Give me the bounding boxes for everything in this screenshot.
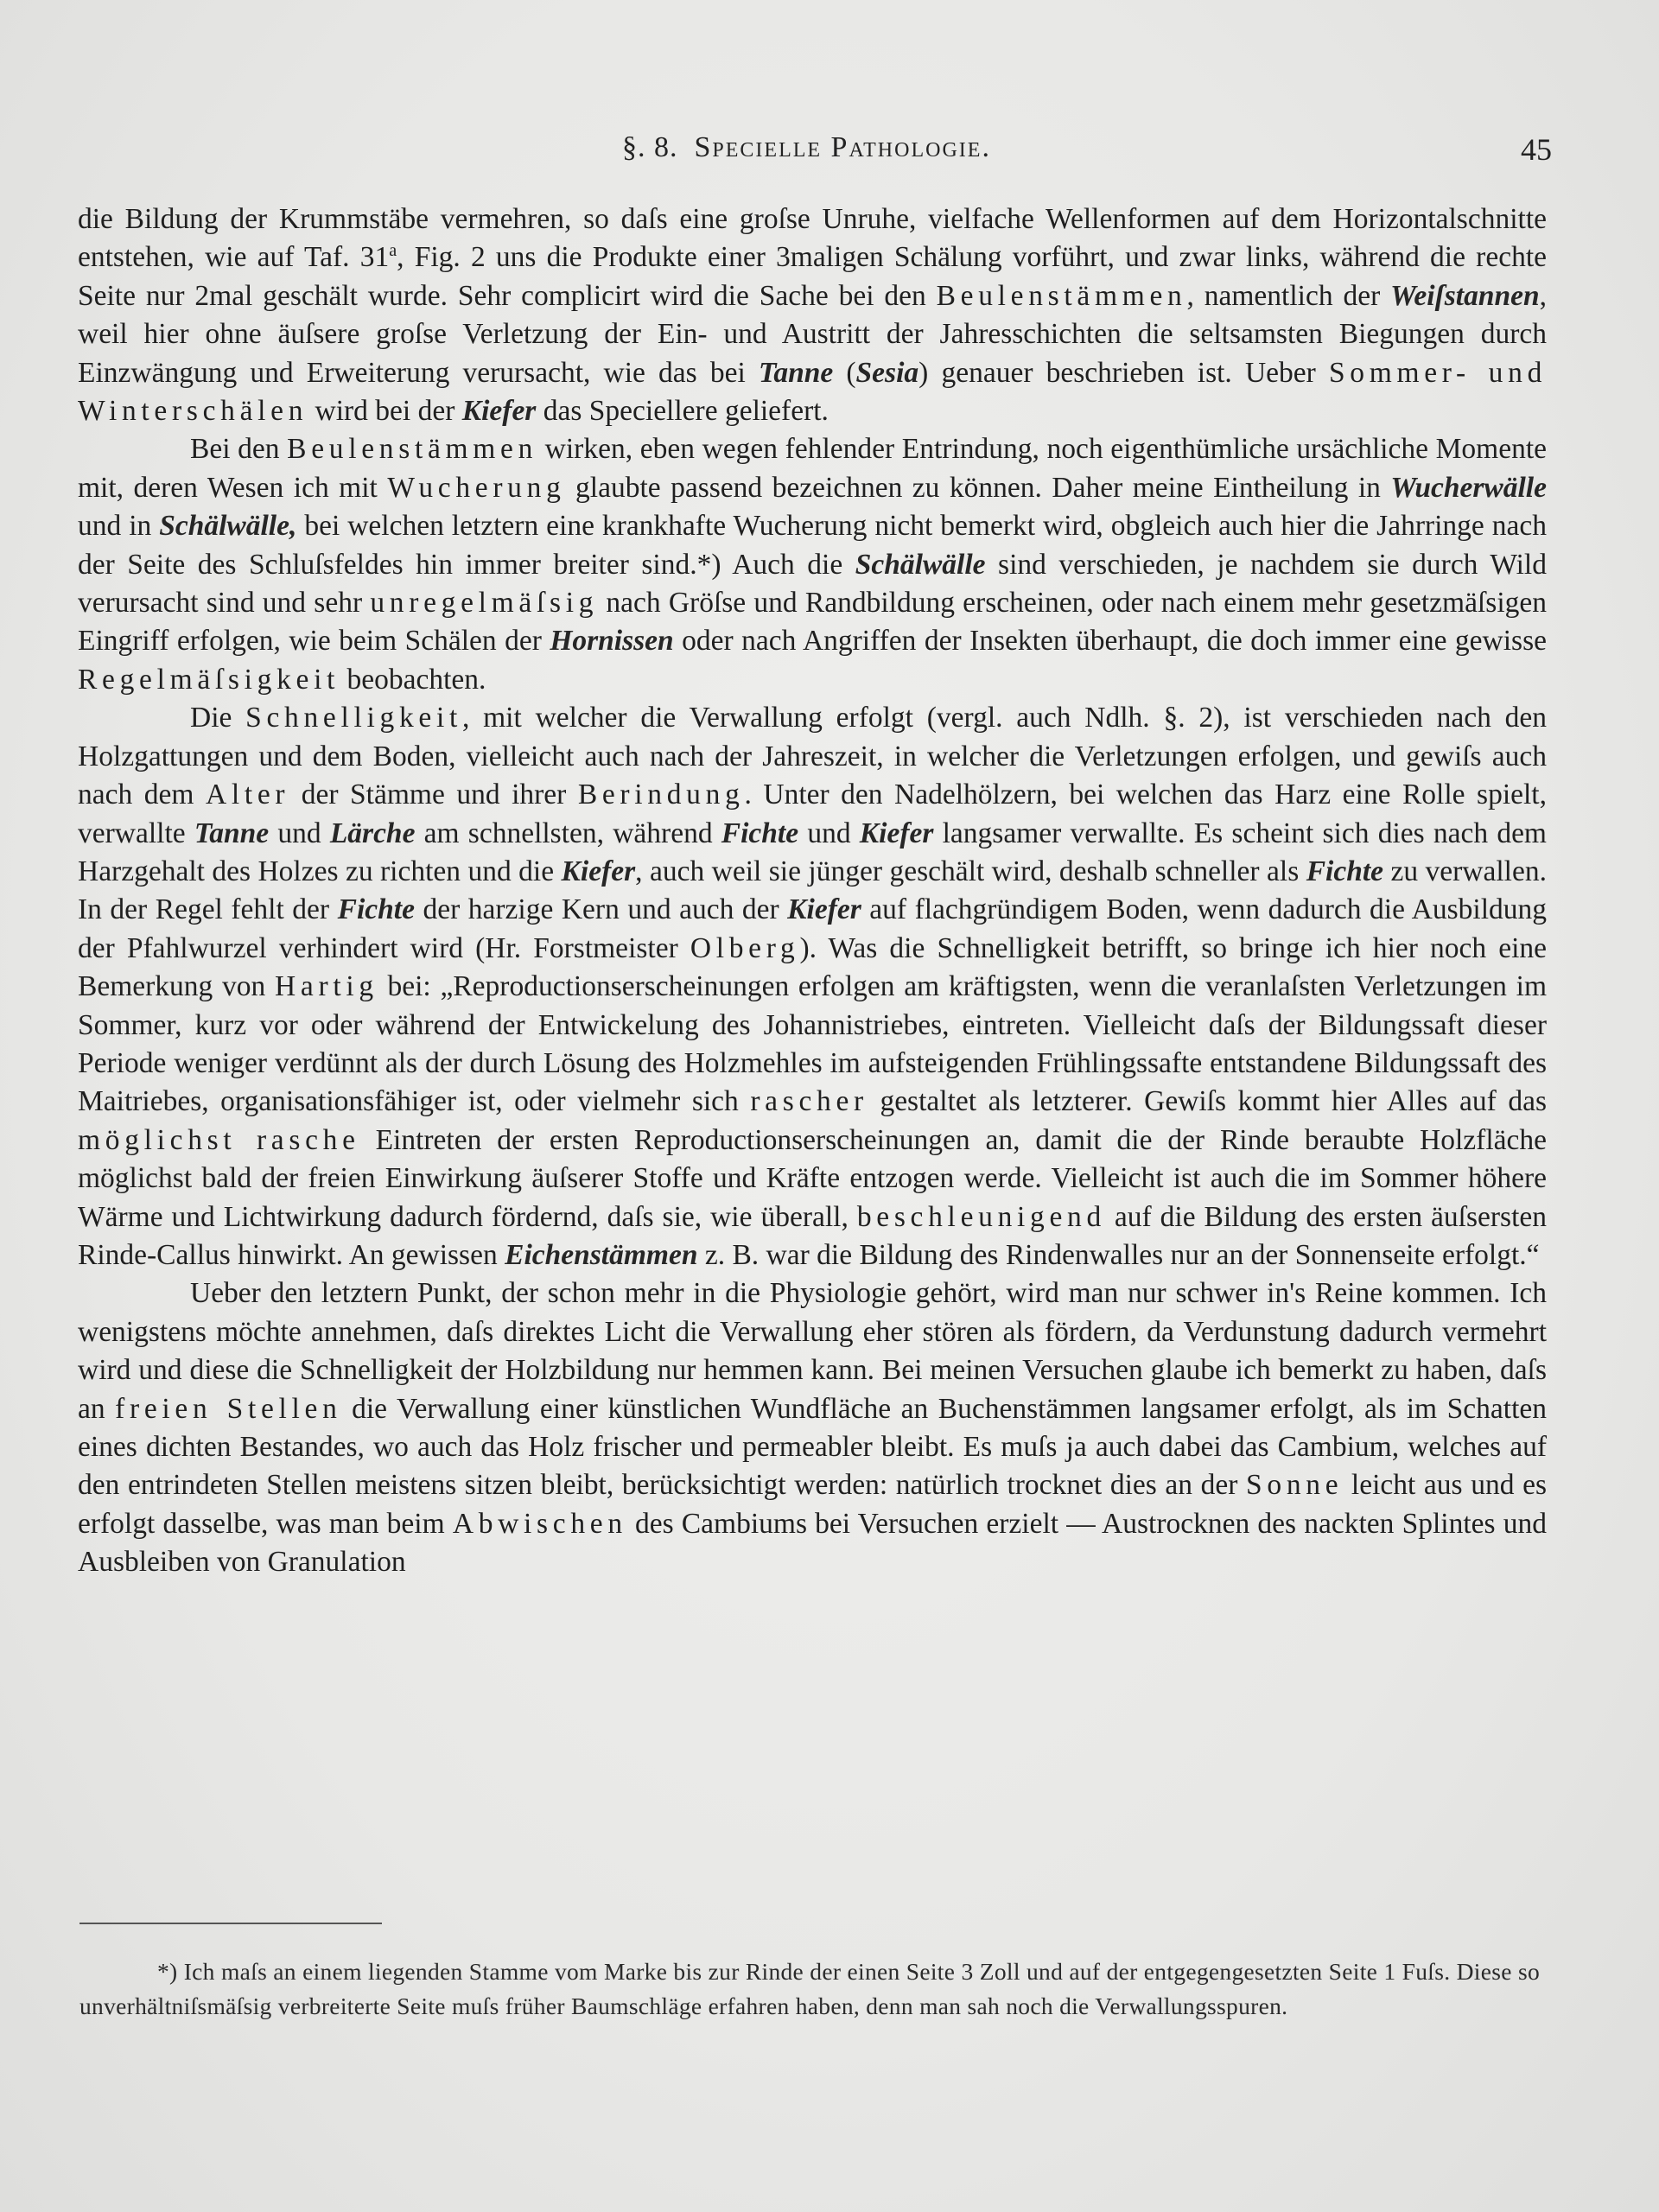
spaced-emphasis: Beulenstämmen bbox=[936, 279, 1187, 312]
paragraph bbox=[78, 200, 1547, 430]
text-run: bei: „Reproductionserscheinungen erfolgen am kräftigsten, wenn die veranlaſsten Verletzungen im Sommer, kurz vor oder während der Entwickelung des Johannistriebes, eintreten. Vielleicht daſs der Bildungssaft dieser Periode weniger verdünnt als der durch Lösung des Holzmehles im aufsteigenden Frühlingssafte entstandene Bildungssaft des Maitriebes, organisationsfähiger ist, oder vielmehr sich bbox=[78, 970, 1548, 1118]
italic-term: Fichte bbox=[721, 817, 799, 849]
text-run: , auch weil sie jünger geschält wird, deshalb schneller als bbox=[635, 855, 1306, 887]
spaced-emphasis: Olberg bbox=[690, 931, 800, 964]
paragraph bbox=[78, 699, 1547, 1274]
italic-term: Kiefer bbox=[787, 893, 861, 926]
body-text bbox=[78, 200, 1547, 1582]
footnote-text: *) Ich maſs an einem liegenden Stamme vom Marke bis zur Rinde der einen Seite 3 Zoll und auf der entgegengesetzten Seite 1 Fuſs. Diese so unverhältniſsmäſsig verbreiterte Seite muſs früher Baumschläge erfahren haben, denn man sah noch die Verwallungsspuren. bbox=[79, 1958, 1540, 2019]
text-run: und bbox=[269, 817, 330, 849]
section-mark: §. 8. bbox=[622, 131, 678, 163]
spaced-emphasis: Schnelligkeit bbox=[245, 702, 462, 734]
text-run: , mit welcher die Verwallung erfolgt (vergl. auch Ndlh. §. 2), ist verschieden nach den Holzgattungen und dem Boden, vielleicht auch nach der Jahreszeit, in welcher die Verletzungen erfolgen, und gewiſs auch nach dem bbox=[78, 702, 1547, 811]
italic-term: Eichenstämmen bbox=[505, 1238, 698, 1271]
italic-term: Tanne bbox=[758, 356, 834, 389]
text-run: bei welchen letztern eine krankhafte Wucherung nicht bemerkt wird, obgleich auch hier die Jahrringe nach der Seite des Schluſsfeldes hin immer breiter sind.*) Auch die bbox=[78, 510, 1547, 581]
superscript: a bbox=[389, 241, 397, 261]
text-run: wirken, eben wegen fehlender Entrindung, noch eigenthümliche ursächliche Momente mit, deren Wesen ich mit bbox=[78, 433, 1547, 504]
italic-term: Kiefer bbox=[461, 395, 537, 428]
text-run: Bei den bbox=[190, 433, 288, 466]
spaced-emphasis: Wucherung bbox=[387, 471, 566, 504]
spaced-emphasis: Hartig bbox=[275, 970, 378, 1003]
italic-term: Fichte bbox=[337, 893, 415, 926]
text-run: ). Was die Schnelligkeit betrifft, so bringe ich hier noch eine Bemerkung von bbox=[78, 931, 1548, 1003]
spaced-emphasis: beschleunigend bbox=[856, 1200, 1106, 1233]
chapter-title: Specielle Pathologie. bbox=[694, 131, 991, 163]
text-run: ( bbox=[833, 356, 856, 389]
text-run: gestaltet als letzterer. Gewiſs kommt hier Alles auf das bbox=[868, 1085, 1548, 1118]
text-run: , Fig. 2 uns die Produkte einer 3maligen Schälung vorführt, und zwar links, während die rechte Seite nur 2mal geschält wurde. Sehr complicirt wird die Sache bei den bbox=[78, 241, 1547, 312]
text-run: , weil hier ohne äuſsere groſse Verletzung der Ein- und Austritt der Jahresschichten die seltsamsten Biegungen durch Einzwängung und Erweiterung verursacht, wie das bei bbox=[78, 279, 1547, 389]
spaced-emphasis: freien Stellen bbox=[115, 1392, 342, 1425]
spaced-emphasis: Abwischen bbox=[452, 1507, 627, 1540]
spaced-emphasis: möglichst rasche bbox=[78, 1123, 360, 1156]
text-run: am schnellsten, während bbox=[415, 817, 721, 849]
spaced-emphasis: Berindung bbox=[577, 779, 745, 811]
text-run: . Unter den Nadelhölzern, bei welchen das Harz eine Rolle spielt, verwallte bbox=[78, 779, 1547, 849]
italic-term: Schälwälle, bbox=[159, 510, 297, 543]
spaced-emphasis: Alter bbox=[205, 779, 290, 811]
text-run: auf flachgründigem Boden, wenn dadurch die Ausbildung der Pfahlwurzel verhindert wird (Hr. Forstmeister bbox=[78, 893, 1548, 964]
italic-term: Kiefer bbox=[561, 855, 636, 887]
italic-term: Lärche bbox=[329, 817, 416, 849]
italic-term: Tanne bbox=[194, 817, 270, 849]
footnote-divider bbox=[79, 1923, 382, 1924]
text-run: beobachten. bbox=[340, 663, 486, 696]
text-run: der harzige Kern und auch der bbox=[414, 893, 788, 926]
text-run: die Bildung der Krummstäbe vermehren, so daſs eine groſse Unruhe, vielfache Wellenformen auf dem Horizontalschnitte entstehen, wie auf Taf. 31 bbox=[78, 203, 1547, 274]
text-run: und in bbox=[78, 510, 160, 543]
text-run: Eintreten der ersten Reproductionserscheinungen an, damit die der Rinde beraubte Holzfläche möglichst bald der freien Einwirkung äuſserer Stoffe und Kräfte entzogen werde. Vielleicht ist auch die im Sommer höhere Wärme und Lichtwirkung dadurch fördernd, daſs sie, wie überall, bbox=[78, 1123, 1547, 1233]
text-run: die Verwallung einer künstlichen Wundfläche an Buchenstämmen langsamer erfolgt, als im Schatten eines dichten Bestandes, wo auch das Holz frischer und permeabler bleibt. Es muſs ja auch dabei das Cambium, welches auf den entrindeten Stellen meistens sitzen bleibt, berücksichtigt werden: natürlich trocknet dies an der bbox=[78, 1392, 1547, 1502]
text-run: auf die Bildung des ersten äuſsersten Rinde-Callus hinwirkt. An gewissen bbox=[78, 1200, 1547, 1271]
paragraph bbox=[78, 1274, 1547, 1581]
spaced-emphasis: unregelmäſsig bbox=[370, 587, 599, 620]
italic-term: Sesia bbox=[855, 356, 919, 389]
text-run: des Cambiums bei Versuchen erzielt — Austrocknen des nackten Splintes und Ausbleiben von Granulation bbox=[78, 1507, 1547, 1579]
spaced-emphasis: Beulenstämmen bbox=[287, 433, 538, 466]
text-run: leicht aus und es erfolgt dasselbe, was man beim bbox=[78, 1469, 1547, 1540]
italic-term: Wucherwälle bbox=[1390, 471, 1547, 504]
italic-term: Hornissen bbox=[550, 625, 674, 658]
text-run: nach Gröſse und Randbildung erscheinen, oder nach einem mehr gesetzmäſsigen Eingriff erfolgen, wie beim Schälen der bbox=[78, 587, 1547, 658]
text-run: zu verwallen. In der Regel fehlt der bbox=[78, 855, 1547, 926]
text-run: sind verschieden, je nachdem sie durch Wild verursacht sind und sehr bbox=[78, 548, 1547, 620]
text-run: glaubte passend bezeichnen zu können. Daher meine Eintheilung in bbox=[565, 471, 1391, 504]
spaced-emphasis: Regelmäſsigkeit bbox=[78, 663, 340, 696]
italic-term: Schälwälle bbox=[855, 548, 986, 581]
text-run: Die bbox=[190, 702, 246, 734]
text-run: z. B. war die Bildung des Rindenwalles nur an der Sonnenseite erfolgt.“ bbox=[697, 1238, 1540, 1271]
text-run: ) genauer beschrieben ist. Ueber bbox=[918, 356, 1329, 389]
text-run: langsamer verwallte. Es scheint sich dies nach dem Harzgehalt des Holzes zu richten und die bbox=[78, 817, 1547, 887]
text-run: Ueber den letztern Punkt, der schon mehr in die Physiologie gehört, wird man nur schwer in's Reine kommen. Ich wenigstens möchte annehmen, daſs direktes Licht die Verwallung eher stören als fördern, da Verdunstung dadurch vermehrt wird und diese die Schnelligkeit der Holzbildung nur hemmen kann. Bei meinen Versuchen glaube ich bemerkt zu haben, daſs an bbox=[78, 1277, 1547, 1425]
running-head bbox=[622, 131, 991, 164]
text-run: der Stämme und ihrer bbox=[289, 779, 578, 811]
italic-term: Kiefer bbox=[859, 817, 934, 849]
text-run: und bbox=[798, 817, 860, 849]
italic-term: Weiſstannen bbox=[1390, 279, 1540, 312]
spaced-emphasis: Sommer- und Winterschälen bbox=[78, 356, 1548, 428]
text-run: das Speciellere geliefert. bbox=[536, 395, 829, 428]
text-run: , namentlich der bbox=[1186, 279, 1391, 312]
text-run: wird bei der bbox=[308, 395, 462, 428]
spaced-emphasis: rascher bbox=[750, 1085, 868, 1118]
footnote bbox=[79, 1955, 1540, 2024]
text-run: oder nach Angriffen der Insekten überhaupt, die doch immer eine gewisse bbox=[673, 625, 1547, 658]
italic-term: Fichte bbox=[1306, 855, 1384, 887]
spaced-emphasis: Sonne bbox=[1246, 1469, 1344, 1502]
page-number: 45 bbox=[1521, 132, 1552, 167]
paragraph bbox=[78, 430, 1547, 699]
